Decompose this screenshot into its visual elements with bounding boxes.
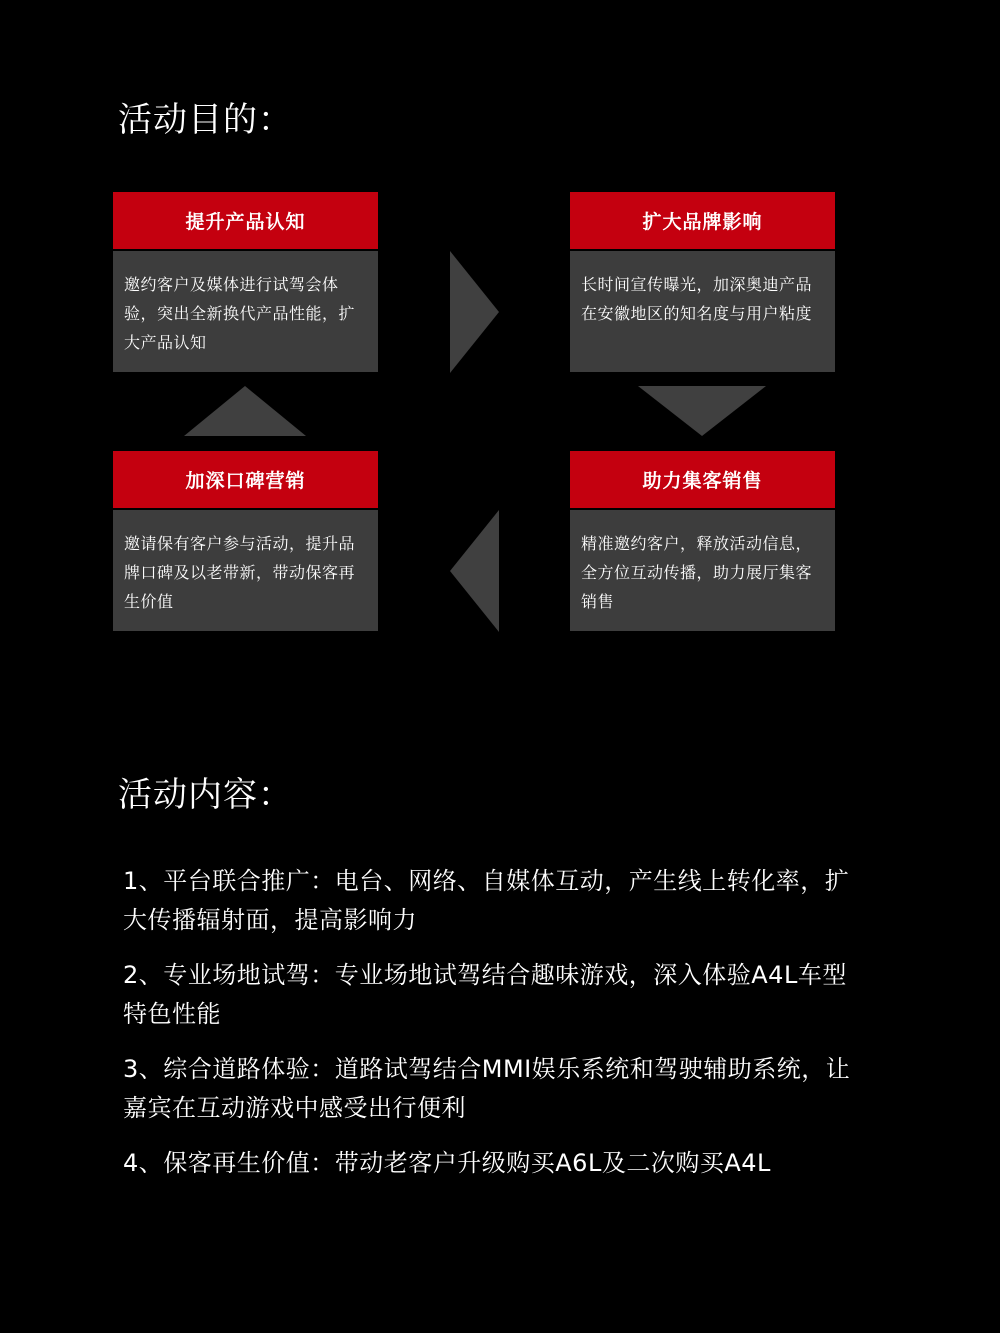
list-item: 1、平台联合推广：电台、网络、自媒体互动，产生线上转化率，扩大传播辐射面，提高影响力 xyxy=(123,867,850,934)
arrow-right-icon xyxy=(450,251,499,373)
card-brand-influence xyxy=(570,192,835,372)
card-body: 长时间宣传曝光，加深奥迪产品在安徽地区的知名度与用户粘度 xyxy=(570,251,835,372)
list-item: 3、综合道路体验：道路试驾结合MMI娱乐系统和驾驶辅助系统，让嘉宾在互动游戏中感受出行便利 xyxy=(123,1055,851,1122)
card-sales-support xyxy=(570,451,835,631)
purpose-heading: 活动目的： xyxy=(118,100,293,140)
card-body: 精准邀约客户，释放活动信息，全方位互动传播，助力展厅集客销售 xyxy=(570,510,835,631)
arrow-left-icon xyxy=(450,510,499,632)
card-body: 邀请保有客户参与活动，提升品牌口碑及以老带新，带动保客再生价值 xyxy=(113,510,378,631)
content-heading: 活动内容： xyxy=(118,775,293,815)
list-item: 4、保客再生价值：带动老客户升级购买A6L及二次购买A4L xyxy=(123,1149,771,1177)
content-list xyxy=(123,862,863,1199)
list-item: 2、专业场地试驾：专业场地试驾结合趣味游戏，深入体验A4L车型特色性能 xyxy=(123,961,847,1028)
card-title: 加深口碑营销 xyxy=(113,451,378,508)
card-body: 邀约客户及媒体进行试驾会体验，突出全新换代产品性能，扩大产品认知 xyxy=(113,251,378,372)
card-title: 助力集客销售 xyxy=(570,451,835,508)
arrow-down-icon xyxy=(638,386,766,436)
card-product-awareness xyxy=(113,192,378,372)
card-word-of-mouth xyxy=(113,451,378,631)
arrow-up-icon xyxy=(184,386,306,436)
card-title: 扩大品牌影响 xyxy=(570,192,835,249)
card-title: 提升产品认知 xyxy=(113,192,378,249)
